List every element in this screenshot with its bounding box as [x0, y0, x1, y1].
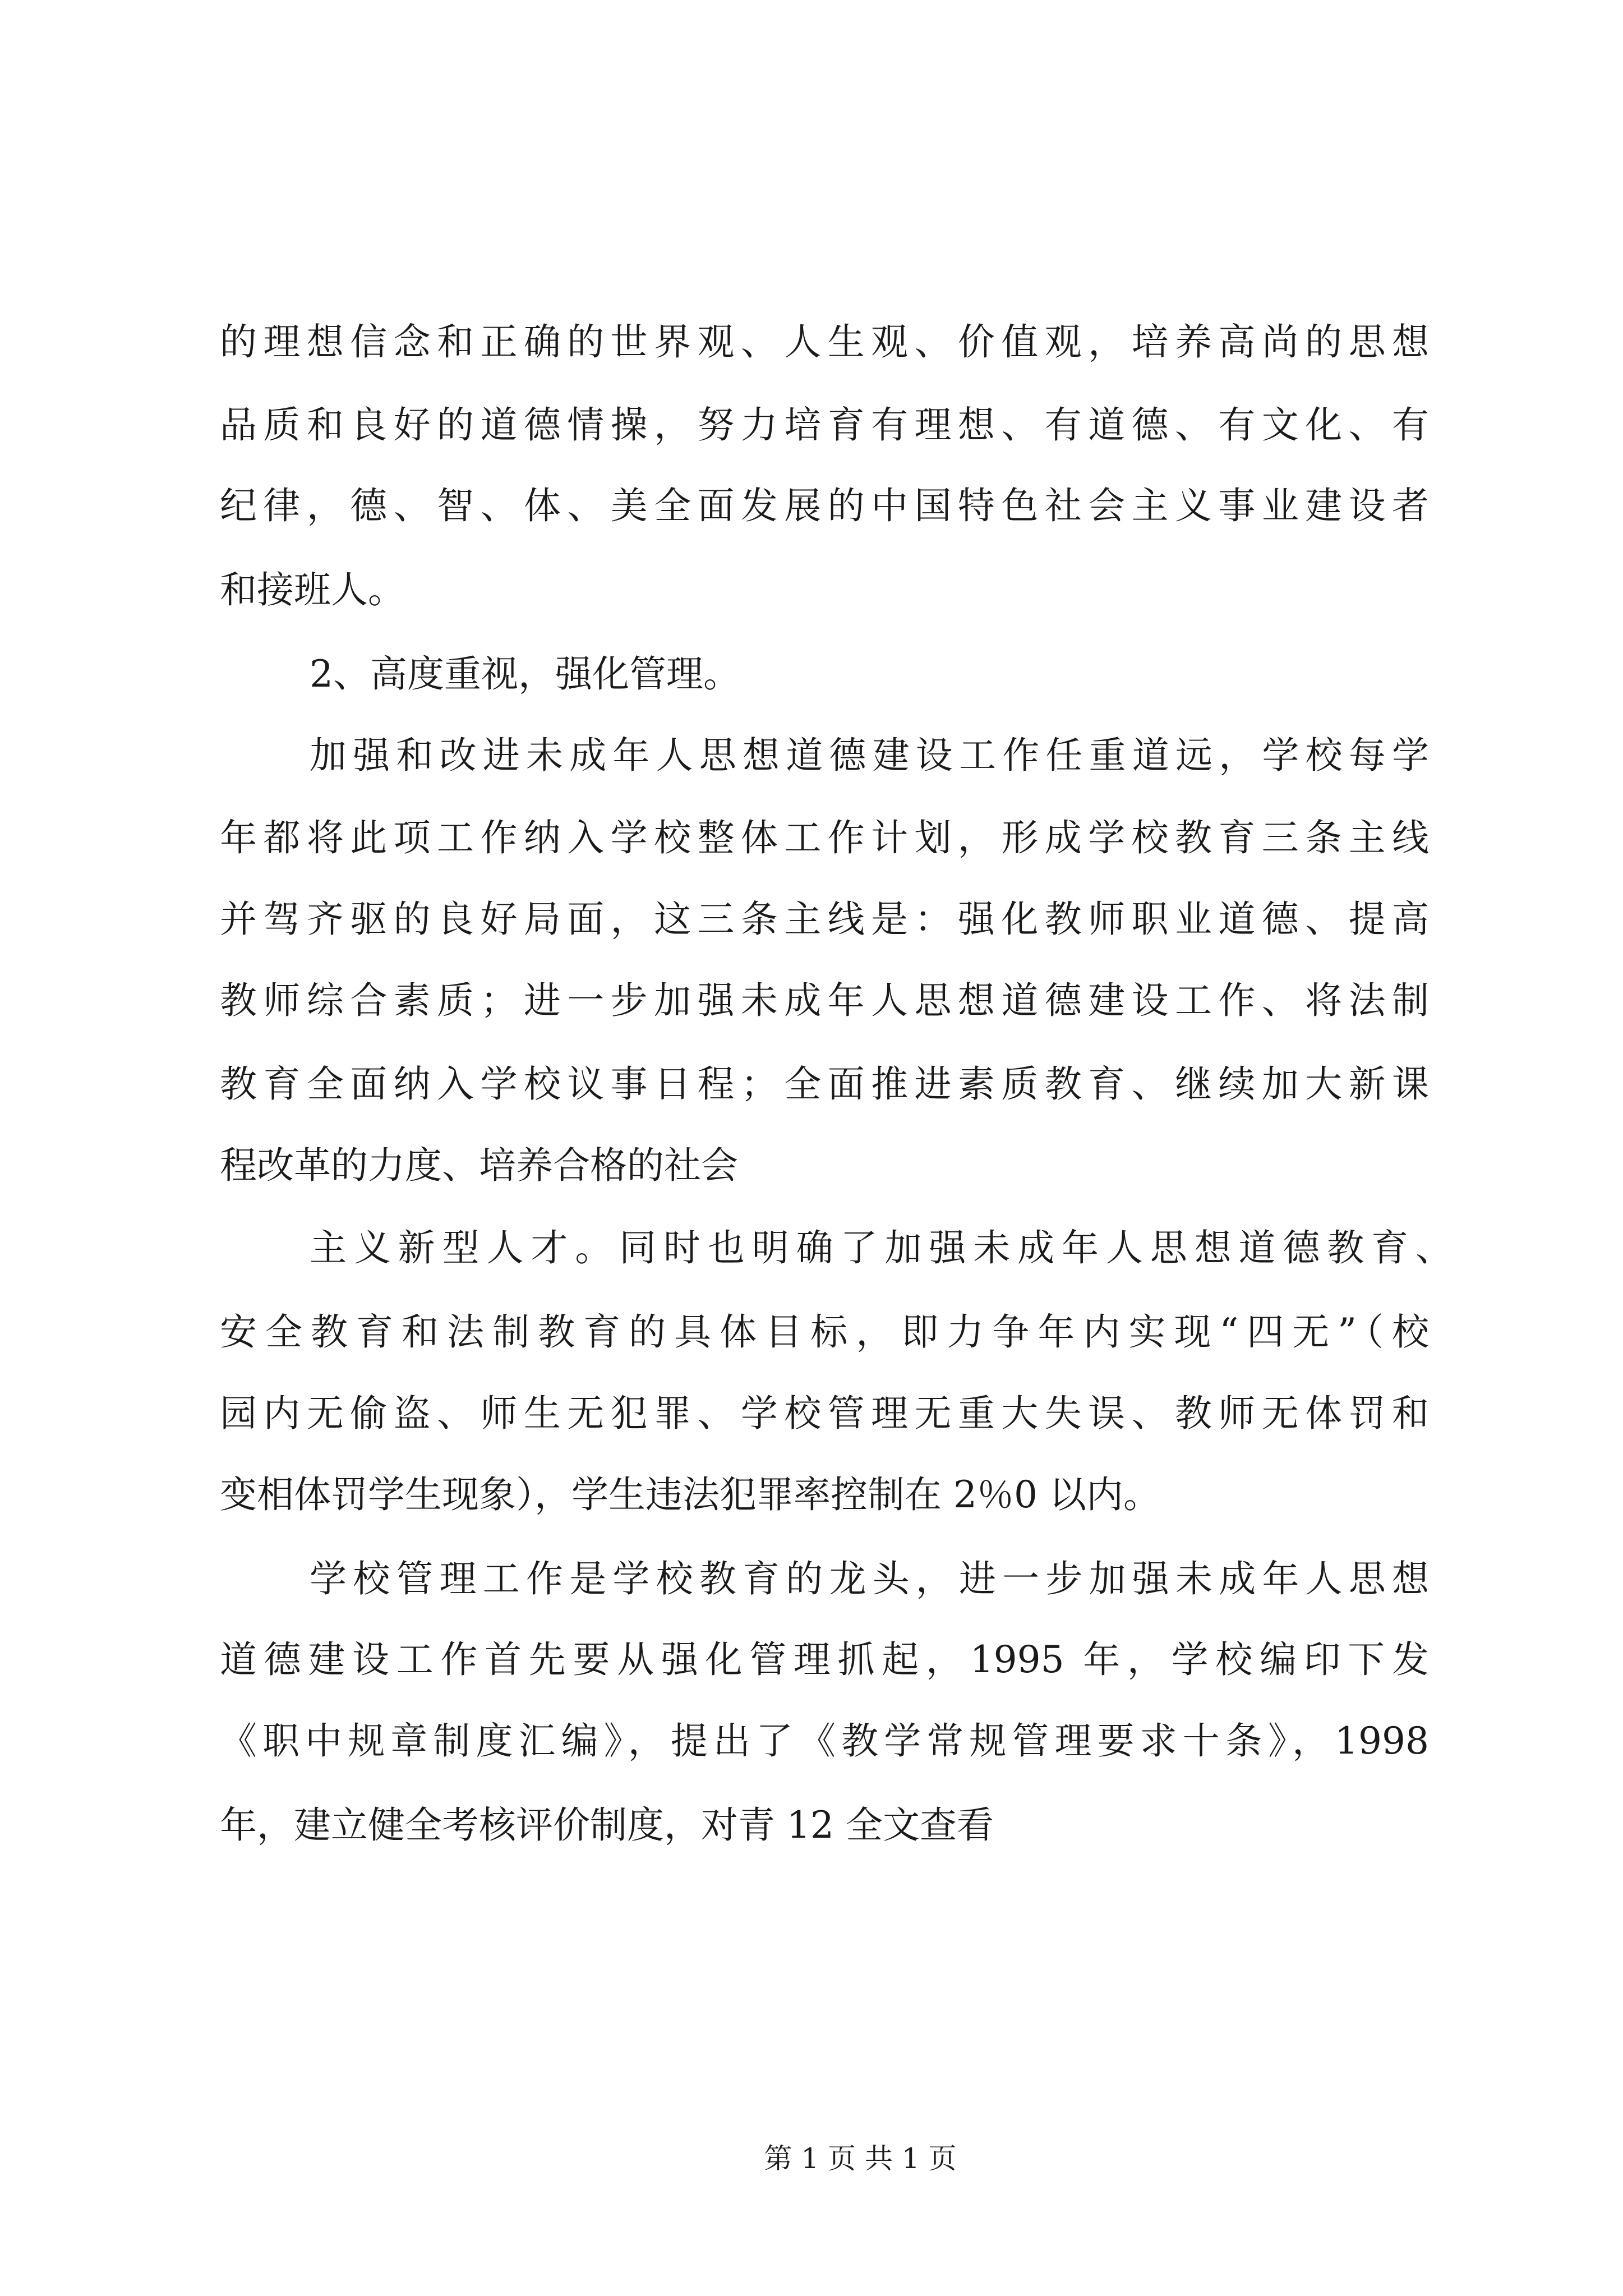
- text-line: 纪律，德、智、体、美全面发展的中国特色社会主义事业建设者: [220, 484, 1429, 527]
- text-line: 教育全面纳入学校议事日程；全面推进素质教育、继续加大新课: [220, 1062, 1429, 1106]
- text-line: 并驾齐驱的良好局面，这三条主线是：强化教师职业道德、提高: [220, 898, 1429, 941]
- text-line: 园内无偷盗、师生无犯罪、学校管理无重大失误、教师无体罚和: [220, 1392, 1429, 1435]
- text-line: 程改革的力度、培养合格的社会: [220, 1144, 738, 1187]
- text-line: 道德建设工作首先要从强化管理抓起，1995 年，学校编印下发: [220, 1638, 1429, 1681]
- section-heading: 2、高度重视，强化管理。: [310, 652, 740, 696]
- text-line: 《职中规章制度汇编》，提出了《教学常规管理要求十条》，1998: [220, 1719, 1429, 1763]
- text-line: 安全教育和法制教育的具体目标，即力争年内实现“四无”（校: [220, 1310, 1429, 1354]
- text-line: 变相体罚学生现象），学生违法犯罪率控制在 2％0 以内。: [220, 1473, 1160, 1516]
- text-line: 学校管理工作是学校教育的龙头，进一步加强未成年人思想: [310, 1557, 1429, 1600]
- text-line: 年，建立健全考核评价制度，对青 12 全文查看: [220, 1803, 994, 1847]
- text-line: 和接班人。: [220, 568, 405, 611]
- page-footer: 第 1 页 共 1 页: [764, 2142, 957, 2175]
- text-line: 年都将此项工作纳入学校整体工作计划，形成学校教育三条主线: [220, 816, 1429, 859]
- text-line: 品质和良好的道德情操，努力培育有理想、有道德、有文化、有: [220, 403, 1429, 447]
- text-line: 教师综合素质；进一步加强未成年人思想道德建设工作、将法制: [220, 979, 1429, 1022]
- text-line: 的理想信念和正确的世界观、人生观、价值观，培养高尚的思想: [220, 320, 1429, 364]
- text-line: 加强和改进未成年人思想道德建设工作任重道远，学校每学: [310, 734, 1429, 777]
- text-line: 主义新型人才。同时也明确了加强未成年人思想道德教育、: [310, 1226, 1453, 1269]
